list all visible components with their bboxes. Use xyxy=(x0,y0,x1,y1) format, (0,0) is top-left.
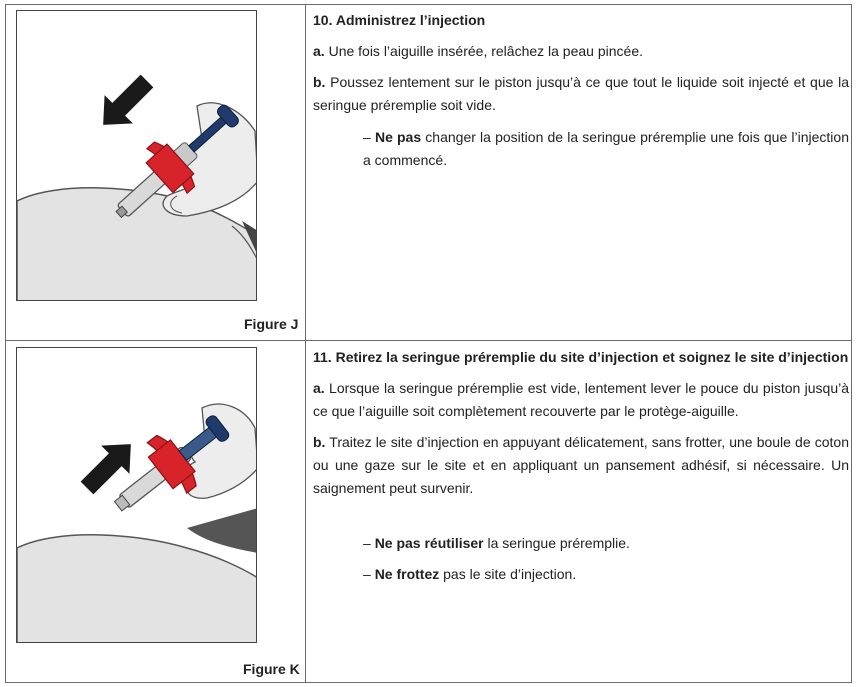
bullet-dash: – xyxy=(363,535,375,551)
step-10-a-text: Une fois l’aiguille insérée, relâchez la peau pincée. xyxy=(324,43,643,59)
step-11-section xyxy=(313,346,849,500)
step-10-b-marker: b. xyxy=(313,74,326,90)
step-11-a-text: Lorsque la seringue préremplie est vide, lentement lever le pouce du piston jusqu’à ce que l’aiguille soit complètement recouverte par le protège-aiguille. xyxy=(313,380,849,419)
step-10-b-text: Poussez lentement sur le piston jusqu’à ce que tout le liquide soit injecté et que la seringue préremplie soit vide. xyxy=(313,74,849,113)
figure-k-illustration xyxy=(16,347,257,643)
figure-j-label: Figure J xyxy=(244,316,299,332)
step-11-b xyxy=(313,431,849,500)
step-10-bullet xyxy=(363,126,849,172)
step-10-section xyxy=(313,9,849,117)
step-10-a xyxy=(313,40,849,63)
bullet-text: la seringue préremplie. xyxy=(483,535,630,551)
bullet-text: pas le site d’injection. xyxy=(439,566,577,582)
step-10-heading: 10. Administrez l’injection xyxy=(313,12,486,28)
injection-illustration-j xyxy=(17,11,257,301)
step-11-a xyxy=(313,377,849,423)
step-11-bullet-2 xyxy=(363,563,849,586)
step-10-b xyxy=(313,71,849,117)
figure-j-illustration xyxy=(16,10,257,301)
step-11-b-marker: b. xyxy=(313,434,326,450)
bullet-bold: Ne pas réutiliser xyxy=(374,535,484,551)
bullet-dash: – xyxy=(363,129,375,145)
bullet-bold: Ne pas xyxy=(374,129,422,145)
row-divider xyxy=(5,340,852,341)
step-11-b-text: Traitez le site d’injection en appuyant délicatement, sans frotter, une boule de coton ou une gaze sur le site et en appliquant un pansement adhésif, si nécessaire. Un saignement peut survenir. xyxy=(313,434,849,496)
step-11-heading: 11. Retirez la seringue préremplie du site d’injection et soignez le site d’injection xyxy=(313,349,849,365)
step-10-a-marker: a. xyxy=(313,43,325,59)
step-11-a-marker: a. xyxy=(313,380,325,396)
bullet-dash: – xyxy=(363,566,375,582)
injection-illustration-k xyxy=(17,348,257,643)
bullet-bold: Ne frottez xyxy=(374,566,440,582)
figure-k-label: Figure K xyxy=(243,661,300,677)
step-11-bullet-1 xyxy=(363,532,849,555)
bullet-text: changer la position de la seringue préremplie une fois que l’injection a commencé. xyxy=(363,129,849,168)
column-divider xyxy=(305,4,306,683)
